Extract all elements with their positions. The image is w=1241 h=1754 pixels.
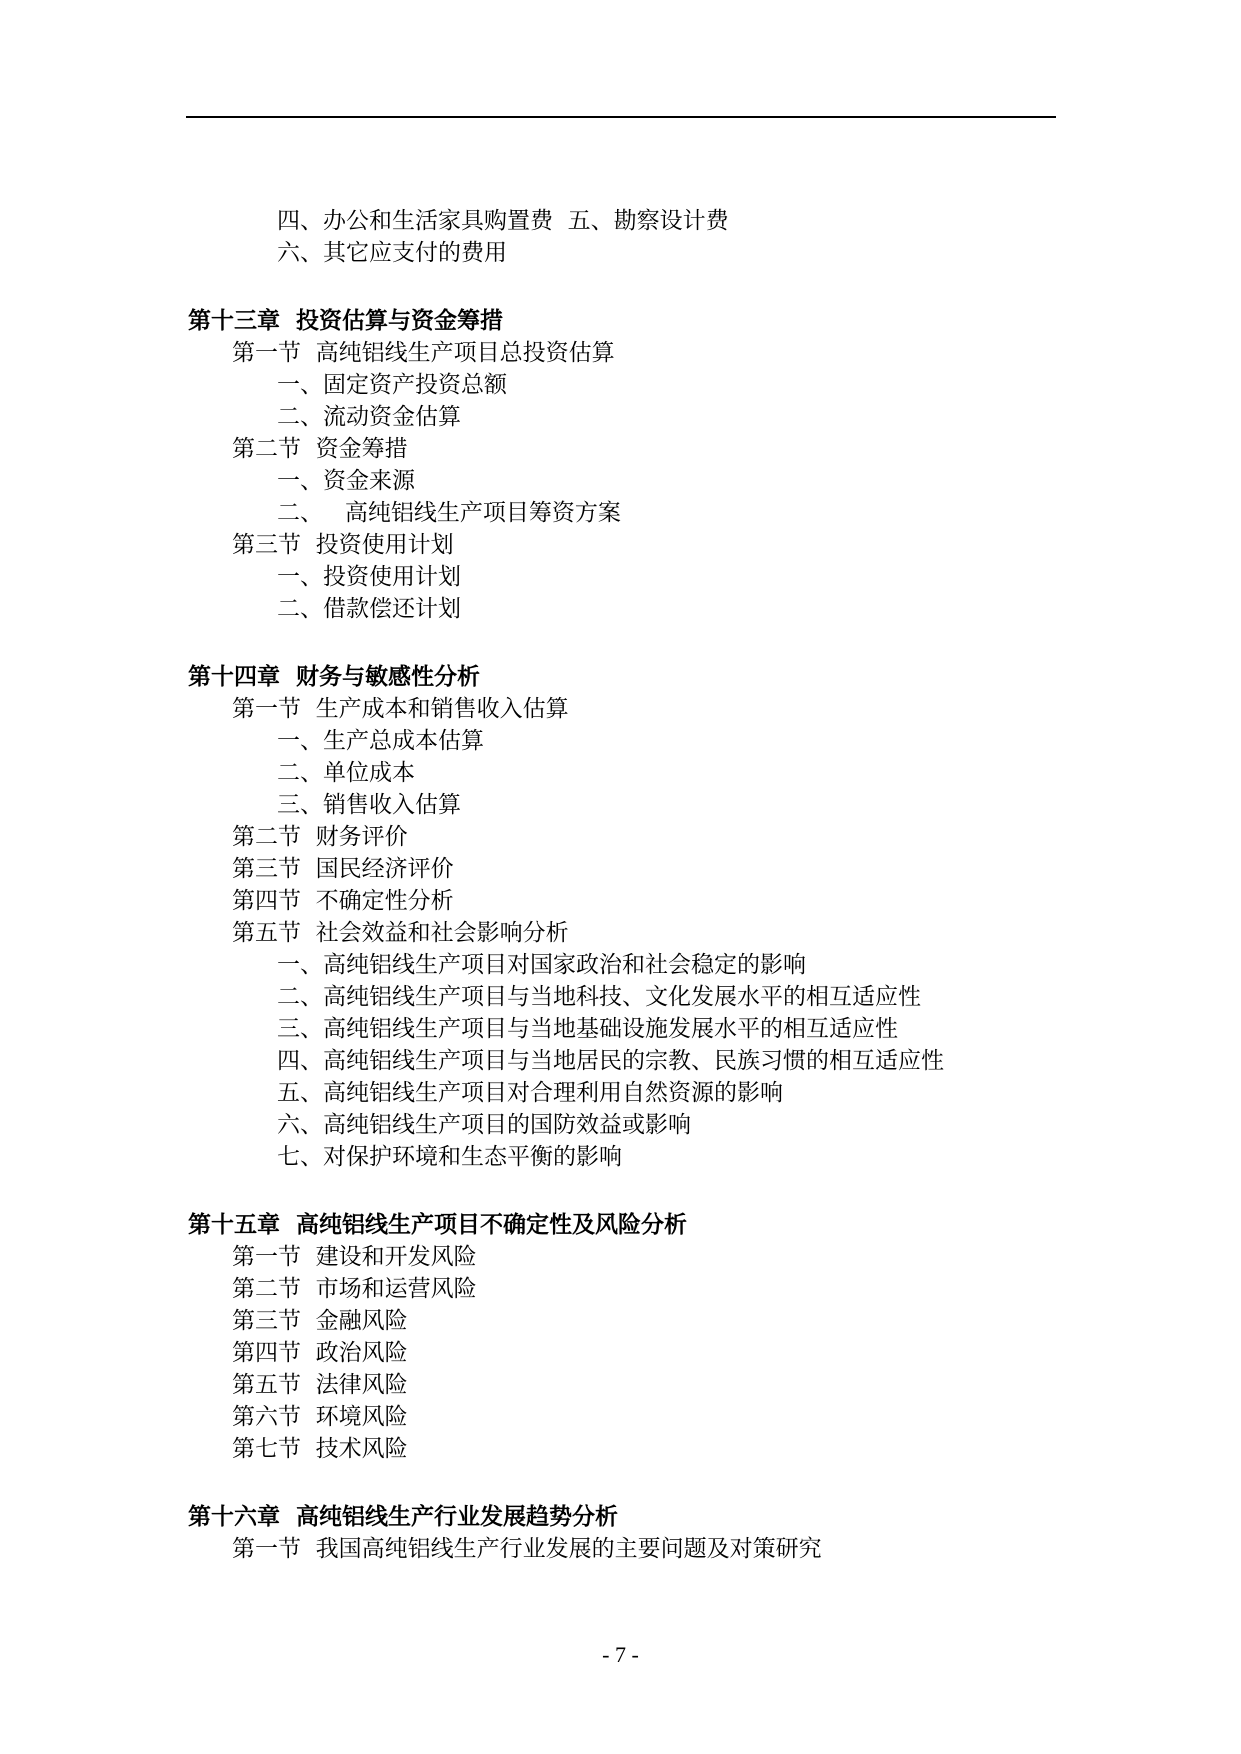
toc-section: 第四节 不确定性分析: [232, 888, 454, 914]
toc-chapter-heading: 第十五章 高纯铝线生产项目不确定性及风险分析: [188, 1211, 688, 1238]
toc-item: 二、借款偿还计划: [277, 596, 461, 622]
toc-item: 二、高纯铝线生产项目与当地科技、文化发展水平的相互适应性: [277, 984, 921, 1010]
toc-chapter-heading: 第十四章 财务与敏感性分析: [188, 663, 481, 690]
toc-item: 七、对保护环境和生态平衡的影响: [277, 1144, 622, 1170]
toc-item: 一、投资使用计划: [277, 564, 461, 590]
toc-item: 四、高纯铝线生产项目与当地居民的宗教、民族习惯的相互适应性: [277, 1048, 944, 1074]
toc-item: 一、资金来源: [277, 468, 415, 494]
toc-section: 第四节 政治风险: [232, 1340, 408, 1366]
toc-item: 六、其它应支付的费用: [277, 240, 507, 266]
toc-section: 第五节 法律风险: [232, 1372, 408, 1398]
toc-item: 三、销售收入估算: [277, 792, 461, 818]
toc-section: 第一节 高纯铝线生产项目总投资估算: [232, 340, 615, 366]
toc-section: 第五节 社会效益和社会影响分析: [232, 920, 569, 946]
toc-item: 六、高纯铝线生产项目的国防效益或影响: [277, 1112, 691, 1138]
toc-item: 四、办公和生活家具购置费 五、勘察设计费: [277, 208, 729, 234]
toc-section: 第六节 环境风险: [232, 1404, 408, 1430]
toc-section: 第二节 市场和运营风险: [232, 1276, 477, 1302]
toc-section: 第一节 生产成本和销售收入估算: [232, 696, 569, 722]
toc-item: 一、固定资产投资总额: [277, 372, 507, 398]
header-rule: [186, 116, 1056, 118]
toc-section: 第一节 我国高纯铝线生产行业发展的主要问题及对策研究: [232, 1536, 822, 1562]
toc-item: 一、高纯铝线生产项目对国家政治和社会稳定的影响: [277, 952, 806, 978]
toc-section: 第一节 建设和开发风险: [232, 1244, 477, 1270]
toc-item: 五、高纯铝线生产项目对合理利用自然资源的影响: [277, 1080, 783, 1106]
toc-item: 二、单位成本: [277, 760, 415, 786]
toc-section: 第二节 财务评价: [232, 824, 408, 850]
toc-section: 第三节 国民经济评价: [232, 856, 454, 882]
toc-chapter-heading: 第十三章 投资估算与资金筹措: [188, 307, 504, 334]
toc-chapter-heading: 第十六章 高纯铝线生产行业发展趋势分析: [188, 1503, 619, 1530]
toc-section: 第二节 资金筹措: [232, 436, 408, 462]
toc-section: 第三节 金融风险: [232, 1308, 408, 1334]
toc-section: 第三节 投资使用计划: [232, 532, 454, 558]
toc-item: 二、 高纯铝线生产项目筹资方案: [277, 500, 621, 526]
toc-item: 三、高纯铝线生产项目与当地基础设施发展水平的相互适应性: [277, 1016, 898, 1042]
toc-section: 第七节 技术风险: [232, 1436, 408, 1462]
toc-item: 二、流动资金估算: [277, 404, 461, 430]
toc-item: 一、生产总成本估算: [277, 728, 484, 754]
page-number: - 7 -: [602, 1642, 639, 1667]
